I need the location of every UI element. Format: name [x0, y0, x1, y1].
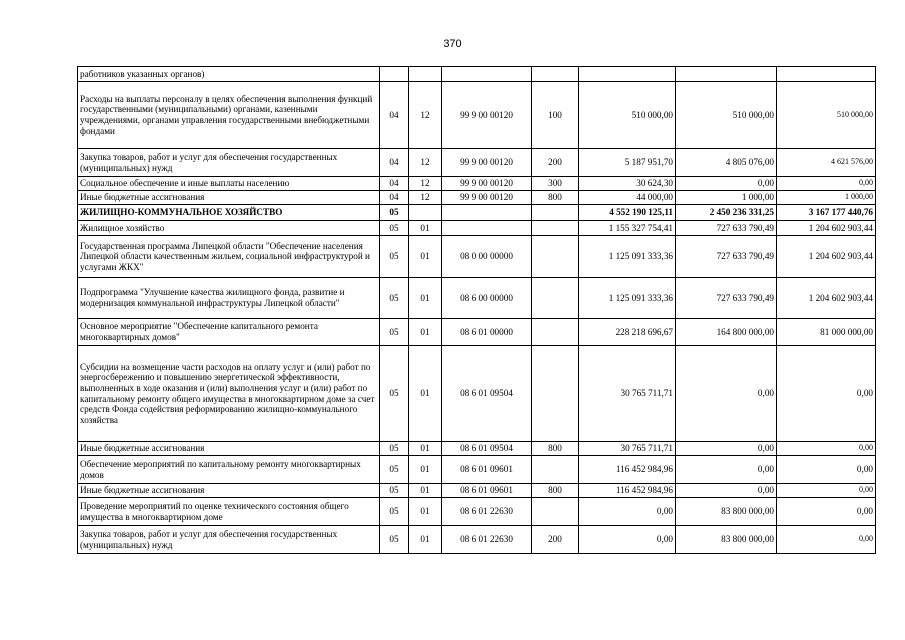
table-row [78, 484, 876, 498]
section-code-cell [380, 67, 409, 82]
amount-year2-cell: 727 633 790,49 [676, 221, 777, 236]
target-article-cell: 08 6 00 00000 [442, 278, 532, 319]
table-row [78, 82, 876, 149]
amount-year3-cell: 510 000,00 [777, 82, 876, 149]
table-row [78, 319, 876, 346]
subsection-code-cell: 12 [409, 191, 442, 205]
table-row [78, 236, 876, 278]
subsection-code-cell: 01 [409, 526, 442, 554]
table-row [78, 526, 876, 554]
table-row [78, 442, 876, 456]
subsection-code-cell: 01 [409, 319, 442, 346]
amount-year3-cell: 3 167 177 440,76 [777, 205, 876, 221]
expense-type-cell: 200 [532, 526, 579, 554]
section-code-cell: 05 [380, 442, 409, 456]
section-code-cell: 05 [380, 484, 409, 498]
amount-year2-cell: 510 000,00 [676, 82, 777, 149]
amount-year3-cell: 81 000 000,00 [777, 319, 876, 346]
table-row [78, 221, 876, 236]
table-row [78, 177, 876, 191]
subsection-code-cell: 12 [409, 149, 442, 177]
table-row [78, 346, 876, 442]
expense-type-cell [532, 221, 579, 236]
amount-year2-cell: 83 800 000,00 [676, 498, 777, 526]
expense-type-cell [532, 456, 579, 484]
amount-year3-cell: 1 204 602 903,44 [777, 221, 876, 236]
amount-year2-cell: 0,00 [676, 442, 777, 456]
row-name-cell: Подпрограмма "Улучшение качества жилищного фонда, развитие и модернизация коммунальной инфраструктуры Липецкой области" [78, 278, 380, 319]
amount-year1-cell: 116 452 984,96 [579, 484, 676, 498]
subsection-code-cell [409, 205, 442, 221]
amount-year3-cell: 0,00 [777, 346, 876, 442]
table-row [78, 67, 876, 82]
amount-year1-cell: 30 765 711,71 [579, 346, 676, 442]
target-article-cell [442, 221, 532, 236]
expense-type-cell: 800 [532, 442, 579, 456]
amount-year2-cell: 727 633 790,49 [676, 278, 777, 319]
section-code-cell: 05 [380, 319, 409, 346]
amount-year3-cell: 0,00 [777, 526, 876, 554]
amount-year1-cell: 510 000,00 [579, 82, 676, 149]
expense-type-cell [532, 67, 579, 82]
amount-year1-cell: 30 624,30 [579, 177, 676, 191]
row-name-cell: Жилищное хозяйство [78, 221, 380, 236]
target-article-cell [442, 67, 532, 82]
amount-year1-cell: 1 125 091 333,36 [579, 236, 676, 278]
target-article-cell: 99 9 00 00120 [442, 82, 532, 149]
target-article-cell: 99 9 00 00120 [442, 149, 532, 177]
row-name-cell: Основное мероприятие "Обеспечение капитального ремонта многоквартирных домов" [78, 319, 380, 346]
table-row [78, 149, 876, 177]
subsection-code-cell: 01 [409, 278, 442, 319]
section-code-cell: 05 [380, 526, 409, 554]
amount-year3-cell [777, 67, 876, 82]
amount-year2-cell: 83 800 000,00 [676, 526, 777, 554]
amount-year3-cell: 0,00 [777, 484, 876, 498]
table-row [78, 498, 876, 526]
table-row [78, 205, 876, 221]
row-name-cell: Закупка товаров, работ и услуг для обеспечения государственных (муниципальных) нужд [78, 149, 380, 177]
target-article-cell: 08 0 00 00000 [442, 236, 532, 278]
expense-type-cell: 800 [532, 191, 579, 205]
expense-type-cell [532, 278, 579, 319]
expense-type-cell [532, 346, 579, 442]
target-article-cell: 08 6 01 09504 [442, 442, 532, 456]
amount-year2-cell: 727 633 790,49 [676, 236, 777, 278]
amount-year1-cell: 4 552 190 125,11 [579, 205, 676, 221]
amount-year2-cell: 0,00 [676, 456, 777, 484]
table-row [78, 191, 876, 205]
subsection-code-cell [409, 67, 442, 82]
amount-year2-cell: 2 450 236 331,25 [676, 205, 777, 221]
amount-year1-cell: 5 187 951,70 [579, 149, 676, 177]
expense-type-cell [532, 205, 579, 221]
expense-type-cell [532, 319, 579, 346]
amount-year3-cell: 1 204 602 903,44 [777, 236, 876, 278]
amount-year2-cell [676, 67, 777, 82]
section-code-cell: 05 [380, 346, 409, 442]
target-article-cell: 08 6 01 00000 [442, 319, 532, 346]
row-name-cell: ЖИЛИЩНО-КОММУНАЛЬНОЕ ХОЗЯЙСТВО [78, 205, 380, 221]
amount-year1-cell: 1 125 091 333,36 [579, 278, 676, 319]
subsection-code-cell: 01 [409, 236, 442, 278]
row-name-cell: Обеспечение мероприятий по капитальному ремонту многоквартирных домов [78, 456, 380, 484]
amount-year1-cell: 228 218 696,67 [579, 319, 676, 346]
section-code-cell: 04 [380, 82, 409, 149]
expense-type-cell [532, 498, 579, 526]
section-code-cell: 05 [380, 221, 409, 236]
amount-year1-cell [579, 67, 676, 82]
section-code-cell: 05 [380, 205, 409, 221]
section-code-cell: 05 [380, 278, 409, 319]
target-article-cell: 08 6 01 09504 [442, 346, 532, 442]
section-code-cell: 04 [380, 149, 409, 177]
target-article-cell: 99 9 00 00120 [442, 177, 532, 191]
table-row [78, 278, 876, 319]
row-name-cell: Государственная программа Липецкой области "Обеспечение населения Липецкой области качественным жильем, социальной инфраструктурой и услугами ЖКХ" [78, 236, 380, 278]
amount-year3-cell: 1 204 602 903,44 [777, 278, 876, 319]
row-name-cell: Закупка товаров, работ и услуг для обеспечения государственных (муниципальных) нужд [78, 526, 380, 554]
target-article-cell [442, 205, 532, 221]
table-row [78, 456, 876, 484]
row-name-cell: Иные бюджетные ассигнования [78, 442, 380, 456]
amount-year1-cell: 116 452 984,96 [579, 456, 676, 484]
subsection-code-cell: 12 [409, 177, 442, 191]
amount-year1-cell: 1 155 327 754,41 [579, 221, 676, 236]
budget-table [77, 66, 876, 554]
target-article-cell: 08 6 01 22630 [442, 498, 532, 526]
amount-year3-cell: 1 000,00 [777, 191, 876, 205]
target-article-cell: 08 6 01 22630 [442, 526, 532, 554]
section-code-cell: 05 [380, 498, 409, 526]
row-name-cell: Расходы на выплаты персоналу в целях обеспечения выполнения функций государственными (муниципальными) органами, казенными учреждениями, органами управления государственными внебюджетными фондами [78, 82, 380, 149]
amount-year2-cell: 0,00 [676, 346, 777, 442]
amount-year2-cell: 4 805 076,00 [676, 149, 777, 177]
target-article-cell: 99 9 00 00120 [442, 191, 532, 205]
section-code-cell: 05 [380, 236, 409, 278]
row-name-cell: работников указанных органов) [78, 67, 380, 82]
expense-type-cell: 800 [532, 484, 579, 498]
row-name-cell: Субсидии на возмещение части расходов на оплату услуг и (или) работ по энергосбережению и повышению энергетической эффективности, выполненных в ходе оказания и (или) выполнения услуг и (или) работ по капитальному ремонту общего имущества в многоквартирном доме за счет средств Фонда содействия реформированию жилищно-коммунального хозяйства [78, 346, 380, 442]
expense-type-cell: 300 [532, 177, 579, 191]
amount-year2-cell: 1 000,00 [676, 191, 777, 205]
subsection-code-cell: 01 [409, 484, 442, 498]
amount-year3-cell: 4 621 576,00 [777, 149, 876, 177]
section-code-cell: 04 [380, 177, 409, 191]
amount-year2-cell: 0,00 [676, 484, 777, 498]
subsection-code-cell: 01 [409, 442, 442, 456]
section-code-cell: 05 [380, 456, 409, 484]
subsection-code-cell: 12 [409, 82, 442, 149]
row-name-cell: Социальное обеспечение и иные выплаты населению [78, 177, 380, 191]
subsection-code-cell: 01 [409, 456, 442, 484]
amount-year3-cell: 0,00 [777, 177, 876, 191]
amount-year3-cell: 0,00 [777, 442, 876, 456]
subsection-code-cell: 01 [409, 498, 442, 526]
amount-year2-cell: 164 800 000,00 [676, 319, 777, 346]
expense-type-cell: 100 [532, 82, 579, 149]
target-article-cell: 08 6 01 09601 [442, 484, 532, 498]
amount-year1-cell: 30 765 711,71 [579, 442, 676, 456]
row-name-cell: Проведение мероприятий по оценке технического состояния общего имущества в многоквартирном доме [78, 498, 380, 526]
amount-year1-cell: 44 000,00 [579, 191, 676, 205]
amount-year1-cell: 0,00 [579, 498, 676, 526]
row-name-cell: Иные бюджетные ассигнования [78, 191, 380, 205]
page-number: 370 [443, 38, 462, 50]
subsection-code-cell: 01 [409, 221, 442, 236]
amount-year2-cell: 0,00 [676, 177, 777, 191]
section-code-cell: 04 [380, 191, 409, 205]
amount-year3-cell: 0,00 [777, 498, 876, 526]
amount-year3-cell: 0,00 [777, 456, 876, 484]
expense-type-cell: 200 [532, 149, 579, 177]
subsection-code-cell: 01 [409, 346, 442, 442]
row-name-cell: Иные бюджетные ассигнования [78, 484, 380, 498]
target-article-cell: 08 6 01 09601 [442, 456, 532, 484]
expense-type-cell [532, 236, 579, 278]
amount-year1-cell: 0,00 [579, 526, 676, 554]
